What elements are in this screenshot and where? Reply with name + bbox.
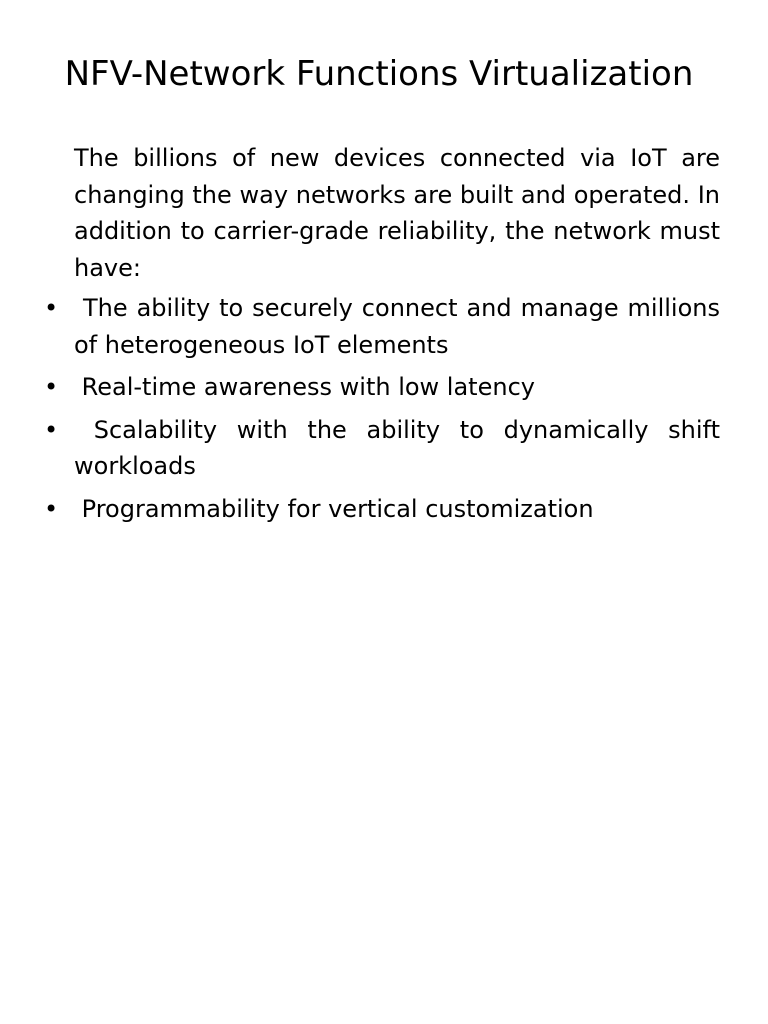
list-item	[44, 369, 720, 406]
list-item	[44, 491, 720, 528]
bullet-list	[44, 290, 720, 527]
bullet-icon: •	[44, 415, 59, 444]
bullet-icon: •	[44, 294, 59, 322]
intro-paragraph: The billions of new devices connected via IoT are changing the way networks are built and operated. In addition to carrier-grade reliability, the network must have:	[74, 144, 720, 282]
bullet-text: Programmability for vertical customization	[81, 494, 594, 523]
bullet-text: The ability to securely connect and manage millions of heterogeneous IoT elements	[74, 294, 720, 359]
bullet-icon: •	[44, 373, 59, 401]
list-item	[44, 290, 720, 363]
slide-title: NFV-Network Functions Virtualization	[64, 54, 694, 94]
bullet-icon: •	[44, 494, 59, 523]
slide-body	[44, 140, 720, 533]
bullet-text: Scalability with the ability to dynamically shift workloads	[74, 415, 720, 480]
bullet-text: Real-time awareness with low latency	[81, 373, 535, 401]
list-item	[44, 412, 720, 485]
